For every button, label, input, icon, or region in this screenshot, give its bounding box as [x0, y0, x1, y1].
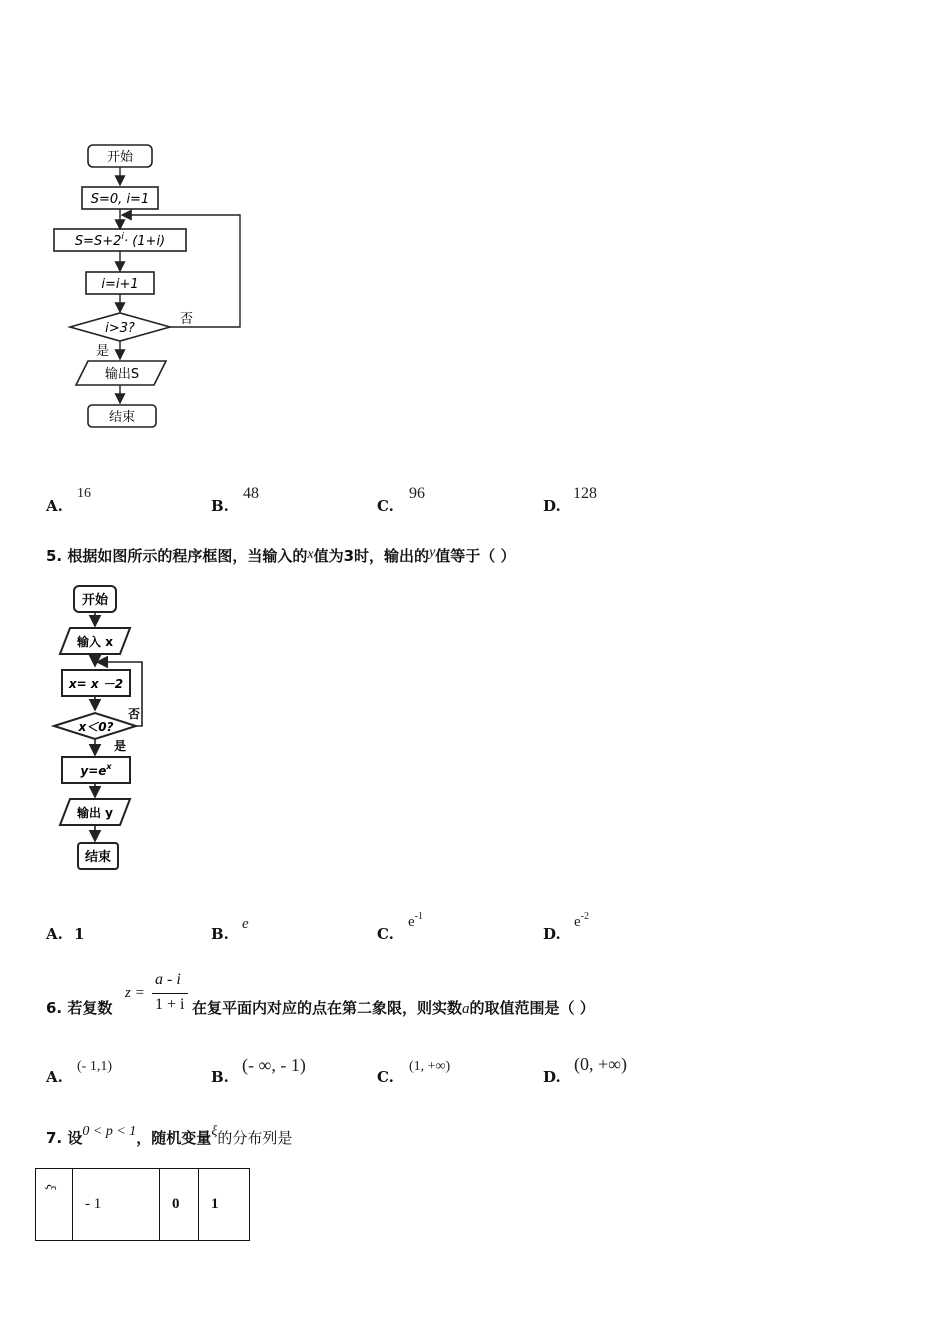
q5-var-y: y [429, 545, 436, 560]
q4-option-a-value: 16 [77, 486, 91, 501]
table-row [36, 1169, 250, 1241]
flowchart-2 [44, 580, 164, 880]
fc2-compute-sup: x [106, 762, 112, 771]
q4-option-b-letter: B. [211, 497, 229, 515]
q5-text-a: 根据如图所示的程序框图，当输入的 [67, 547, 308, 565]
fc2-yes-label: 是 [114, 739, 127, 753]
q5-stem [46, 545, 516, 566]
table-cell: 0 [160, 1169, 199, 1241]
q6-option-d-letter: D. [543, 1068, 561, 1086]
flowchart-1 [40, 135, 260, 445]
fc2-input-text: 输入 x [77, 635, 113, 649]
q5-option-a-value: 1 [74, 925, 85, 943]
q5-text-c: 值等于（ ） [435, 547, 516, 565]
q7-var-xi: ξ [211, 1124, 218, 1139]
q6-var-a: a [462, 1001, 470, 1017]
fc1-update-sup: i [121, 232, 124, 242]
q5-option-a-letter: A. [46, 925, 63, 943]
q6-option-b-value: (- ∞, - 1) [242, 1055, 306, 1075]
q7-distribution-table [35, 1168, 250, 1241]
q7-text-b: ，随机变量 [136, 1129, 212, 1147]
fc2-output-text: 输出 y [76, 806, 114, 820]
fc2-no-label: 否 [128, 707, 141, 721]
fc2-decision-text: x＜0? [78, 720, 114, 734]
q5-option-d-exp: -2 [580, 911, 590, 922]
q5-option-d-value [574, 911, 590, 931]
q6-option-a-letter: A. [46, 1068, 63, 1086]
q4-option-c-value: 96 [409, 485, 425, 502]
q4-option-c-letter: C. [377, 497, 394, 515]
q4-option-d-letter: D. [543, 497, 561, 515]
q4-option-a-letter: A. [46, 497, 63, 515]
q5-option-d-letter: D. [543, 925, 561, 943]
table-header-xi: ξ [43, 1184, 59, 1190]
fc2-start-text: 开始 [81, 593, 109, 608]
q6-z-eq: z = [125, 985, 145, 1001]
fc1-yes-label: 是 [96, 344, 110, 359]
q6-stem-rest [192, 997, 595, 1018]
q5-var-x: x [307, 547, 314, 562]
q6-text-a: 若复数 [67, 999, 113, 1017]
q7-text-c: 的分布列是 [217, 1129, 293, 1147]
svg-text:y=ex [80, 762, 112, 778]
q4-option-b-value: 48 [243, 485, 259, 502]
q5-option-c-exp: -1 [414, 911, 424, 922]
q5-number: 5. [46, 547, 63, 565]
q6-number: 6. [46, 999, 63, 1017]
fc1-update-text: S=S+2 [74, 234, 122, 249]
q6-text-c: 的取值范围是（ ） [469, 999, 595, 1017]
q6-option-a-value: (- 1,1) [77, 1059, 112, 1074]
table-cell: - 1 [73, 1169, 160, 1241]
q6-option-c-letter: C. [377, 1068, 394, 1086]
q5-option-c-letter: C. [377, 925, 394, 943]
q6-option-b-letter: B. [211, 1068, 229, 1086]
fc1-start-text: 开始 [106, 150, 134, 165]
q6-fraction-bar [152, 993, 188, 994]
q5-option-c-base: e [408, 914, 415, 930]
fc1-no-label: 否 [180, 312, 194, 327]
fc1-increment-text: i=i+1 [101, 277, 139, 292]
q7-text-a: 设 [67, 1129, 83, 1147]
q6-denominator: 1 + i [155, 996, 185, 1013]
fc1-init-text: S=0, i=1 [90, 192, 150, 207]
fc2-assign-text: x= x －2 [68, 677, 124, 691]
q6-stem [46, 997, 112, 1018]
fc2-end-text: 结束 [84, 850, 112, 865]
q7-number: 7. [46, 1129, 63, 1147]
q7-condition: 0 < p < 1 [82, 1124, 137, 1139]
fc1-end-text: 结束 [108, 410, 136, 425]
q6-option-c-value: (1, +∞) [409, 1059, 451, 1074]
q5-option-b-letter: B. [211, 925, 229, 943]
fc1-decision-text: i>3? [105, 321, 135, 336]
table-cell: 1 [199, 1169, 250, 1241]
table-header-cell [36, 1169, 73, 1241]
fc1-output-text: 输出S [104, 367, 140, 382]
svg-text:S=S+2i· (1+i) [75, 232, 165, 249]
q5-option-d-base: e [574, 914, 581, 930]
q5-text-b: 值为3时，输出的 [313, 547, 430, 565]
q6-numerator: a - i [155, 971, 181, 988]
q4-option-d-value: 128 [573, 485, 597, 502]
q6-option-d-value: (0, +∞) [574, 1054, 627, 1074]
fc2-compute-text: y=e [80, 764, 107, 778]
q6-text-b: 在复平面内对应的点在第二象限，则实数 [192, 999, 463, 1017]
q7-stem [46, 1124, 293, 1148]
q5-option-b-value: e [242, 916, 249, 932]
q5-option-c-value [408, 911, 424, 931]
fc1-update-tail: · (1+i) [123, 234, 166, 249]
